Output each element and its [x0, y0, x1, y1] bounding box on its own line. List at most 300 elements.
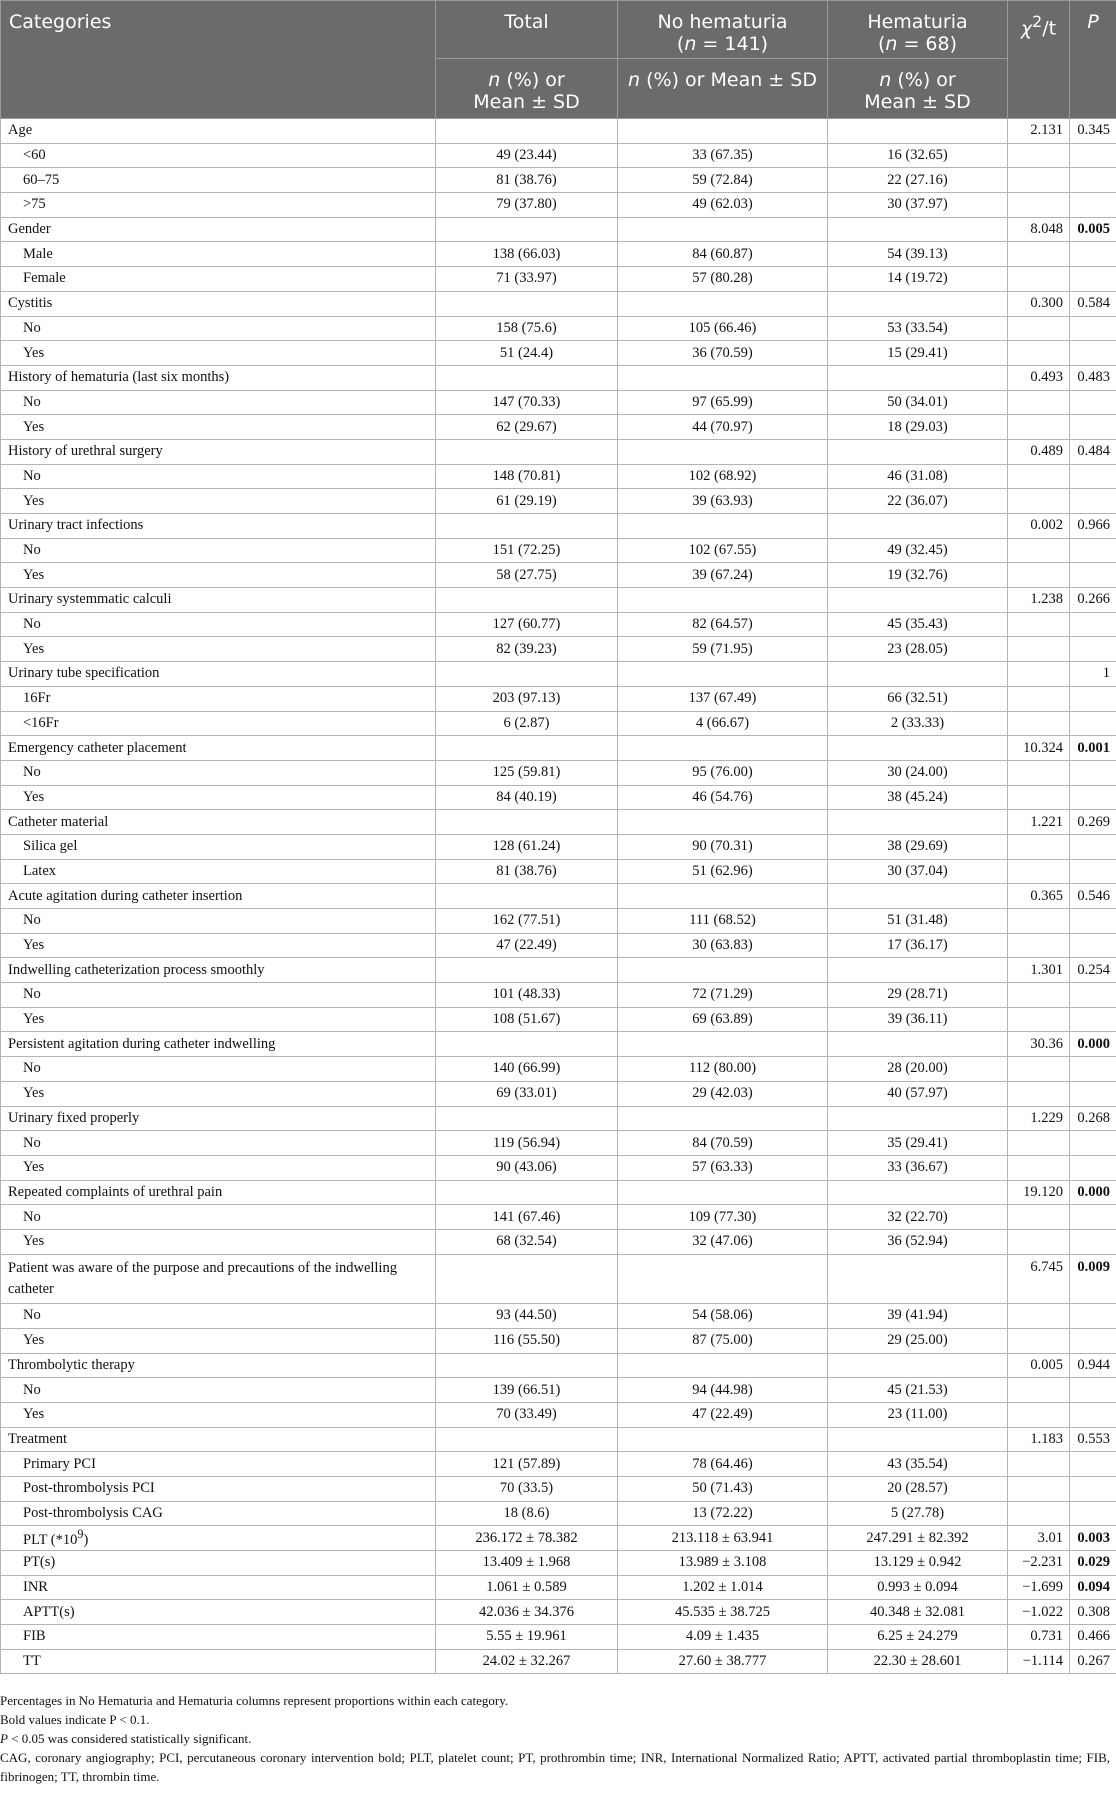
- cell-statistic: [1008, 662, 1070, 687]
- table-row: [1, 736, 1116, 761]
- header-no-hematuria-title: No hematuria: [657, 11, 788, 33]
- table-row: [1, 1155, 1116, 1180]
- cell-total: 62 (29.67): [436, 415, 618, 440]
- cell-p-value: 0.268: [1070, 1106, 1116, 1131]
- cell-statistic: 0.002: [1008, 514, 1070, 539]
- cell-total: 121 (57.89): [436, 1452, 618, 1477]
- cell-statistic: [1008, 1476, 1070, 1501]
- cell-statistic: [1008, 834, 1070, 859]
- row-label: INR: [1, 1575, 436, 1600]
- cell-total: 13.409 ± 1.968: [436, 1551, 618, 1576]
- cell-statistic: 0.731: [1008, 1625, 1070, 1650]
- cell-no-hematuria: 213.118 ± 63.941: [618, 1526, 828, 1551]
- cell-no-hematuria: [618, 884, 828, 909]
- cell-no-hematuria: 94 (44.98): [618, 1378, 828, 1403]
- cell-hematuria: 40.348 ± 32.081: [828, 1600, 1008, 1625]
- header-statistic: [1008, 1, 1070, 119]
- cell-no-hematuria: [618, 119, 828, 144]
- cell-total: 81 (38.76): [436, 859, 618, 884]
- cell-no-hematuria: 39 (63.93): [618, 489, 828, 514]
- table-row: [1, 1304, 1116, 1329]
- row-label: No: [1, 983, 436, 1008]
- cell-statistic: [1008, 1378, 1070, 1403]
- cell-statistic: [1008, 489, 1070, 514]
- cell-no-hematuria: 90 (70.31): [618, 834, 828, 859]
- cell-statistic: 19.120: [1008, 1180, 1070, 1205]
- cell-p-value: [1070, 1476, 1116, 1501]
- cell-hematuria: [828, 217, 1008, 242]
- cell-no-hematuria: 84 (60.87): [618, 242, 828, 267]
- row-label: No: [1, 1131, 436, 1156]
- row-label: Yes: [1, 489, 436, 514]
- cell-no-hematuria: 59 (71.95): [618, 637, 828, 662]
- cell-statistic: [1008, 1057, 1070, 1082]
- cell-p-value: 0.345: [1070, 119, 1116, 144]
- table-row: [1, 958, 1116, 983]
- cell-total: 101 (48.33): [436, 983, 618, 1008]
- table-row: [1, 711, 1116, 736]
- subheader-hem-n: n: [879, 69, 892, 91]
- table-row: [1, 1254, 1116, 1304]
- cell-statistic: [1008, 933, 1070, 958]
- cell-total: [436, 1254, 618, 1304]
- cell-no-hematuria: [618, 1254, 828, 1304]
- cell-no-hematuria: 84 (70.59): [618, 1131, 828, 1156]
- cell-statistic: [1008, 267, 1070, 292]
- cell-statistic: 8.048: [1008, 217, 1070, 242]
- cell-hematuria: [828, 588, 1008, 613]
- cell-no-hematuria: 27.60 ± 38.777: [618, 1649, 828, 1674]
- cell-no-hematuria: 112 (80.00): [618, 1057, 828, 1082]
- cell-statistic: −1.022: [1008, 1600, 1070, 1625]
- row-label: Yes: [1, 1155, 436, 1180]
- cell-statistic: [1008, 316, 1070, 341]
- cell-p-value: 0.267: [1070, 1649, 1116, 1674]
- cell-statistic: [1008, 168, 1070, 193]
- cell-total: [436, 810, 618, 835]
- row-label: Post-thrombolysis CAG: [1, 1501, 436, 1526]
- cell-hematuria: [828, 1032, 1008, 1057]
- cell-statistic: [1008, 143, 1070, 168]
- table-row: [1, 1476, 1116, 1501]
- cell-no-hematuria: 54 (58.06): [618, 1304, 828, 1329]
- header-stat-base: χ: [1020, 17, 1033, 40]
- cell-hematuria: 43 (35.54): [828, 1452, 1008, 1477]
- cell-statistic: 1.301: [1008, 958, 1070, 983]
- table-row: [1, 1328, 1116, 1353]
- table-row: [1, 637, 1116, 662]
- cell-hematuria: 23 (28.05): [828, 637, 1008, 662]
- cell-p-value: 0.308: [1070, 1600, 1116, 1625]
- cell-hematuria: 2 (33.33): [828, 711, 1008, 736]
- cell-p-value: [1070, 1304, 1116, 1329]
- cell-statistic: [1008, 785, 1070, 810]
- row-label: [1, 1526, 436, 1551]
- cell-hematuria: 22 (36.07): [828, 489, 1008, 514]
- cell-total: 148 (70.81): [436, 464, 618, 489]
- table-row: [1, 662, 1116, 687]
- table-row: [1, 316, 1116, 341]
- cell-no-hematuria: 50 (71.43): [618, 1476, 828, 1501]
- table-row: [1, 119, 1116, 144]
- cell-hematuria: 20 (28.57): [828, 1476, 1008, 1501]
- cell-statistic: 6.745: [1008, 1254, 1070, 1304]
- table-row: [1, 563, 1116, 588]
- table-row: [1, 884, 1116, 909]
- cell-statistic: [1008, 242, 1070, 267]
- cell-p-value: [1070, 267, 1116, 292]
- cell-p-value: [1070, 1501, 1116, 1526]
- row-label: TT: [1, 1649, 436, 1674]
- cell-no-hematuria: [618, 810, 828, 835]
- table-row: [1, 291, 1116, 316]
- cell-no-hematuria: [618, 958, 828, 983]
- cell-p-value: 0.001: [1070, 736, 1116, 761]
- cell-total: [436, 958, 618, 983]
- cell-no-hematuria: 82 (64.57): [618, 612, 828, 637]
- footnote-percentages: Percentages in No Hematuria and Hematuria columns represent proportions within each category.: [0, 1693, 509, 1708]
- row-label: Yes: [1, 637, 436, 662]
- cell-p-value: 0.009: [1070, 1254, 1116, 1304]
- cell-p-value: [1070, 760, 1116, 785]
- cell-statistic: −1.699: [1008, 1575, 1070, 1600]
- cell-no-hematuria: [618, 736, 828, 761]
- row-label: 60–75: [1, 168, 436, 193]
- cell-no-hematuria: 102 (67.55): [618, 538, 828, 563]
- cell-no-hematuria: 59 (72.84): [618, 168, 828, 193]
- cell-no-hematuria: 29 (42.03): [618, 1081, 828, 1106]
- table-row: [1, 810, 1116, 835]
- footnote-significance: [0, 1729, 1110, 1748]
- header-categories: Categories: [1, 1, 436, 119]
- cell-hematuria: [828, 1353, 1008, 1378]
- table-row: [1, 1378, 1116, 1403]
- cell-hematuria: [828, 958, 1008, 983]
- cell-hematuria: 28 (20.00): [828, 1057, 1008, 1082]
- cell-no-hematuria: 87 (75.00): [618, 1328, 828, 1353]
- cell-total: 1.061 ± 0.589: [436, 1575, 618, 1600]
- cell-statistic: 2.131: [1008, 119, 1070, 144]
- cell-statistic: 0.493: [1008, 365, 1070, 390]
- cell-hematuria: 18 (29.03): [828, 415, 1008, 440]
- row-label-superscript: 9: [77, 1527, 84, 1542]
- cell-p-value: 0.029: [1070, 1551, 1116, 1576]
- cell-statistic: [1008, 711, 1070, 736]
- cell-no-hematuria: [618, 588, 828, 613]
- cell-hematuria: 5 (27.78): [828, 1501, 1008, 1526]
- cell-no-hematuria: 57 (80.28): [618, 267, 828, 292]
- cell-p-value: 0.466: [1070, 1625, 1116, 1650]
- cell-p-value: [1070, 909, 1116, 934]
- table-row: [1, 933, 1116, 958]
- row-label: No: [1, 1205, 436, 1230]
- subheader-hematuria: [828, 59, 1008, 119]
- table-row: [1, 1205, 1116, 1230]
- header-p-value: [1070, 1, 1116, 119]
- cell-no-hematuria: 57 (63.33): [618, 1155, 828, 1180]
- cell-statistic: 1.221: [1008, 810, 1070, 835]
- cell-no-hematuria: 69 (63.89): [618, 1007, 828, 1032]
- cell-p-value: 0.000: [1070, 1032, 1116, 1057]
- row-label: Cystitis: [1, 291, 436, 316]
- cell-no-hematuria: 32 (47.06): [618, 1229, 828, 1254]
- cell-no-hematuria: [618, 1427, 828, 1452]
- cell-statistic: [1008, 1304, 1070, 1329]
- row-label: <60: [1, 143, 436, 168]
- row-label: Indwelling catheterization process smoothly: [1, 958, 436, 983]
- table-row: [1, 909, 1116, 934]
- cell-total: 49 (23.44): [436, 143, 618, 168]
- cell-no-hematuria: 1.202 ± 1.014: [618, 1575, 828, 1600]
- cell-total: 70 (33.49): [436, 1402, 618, 1427]
- table-row: [1, 1081, 1116, 1106]
- row-label: APTT(s): [1, 1600, 436, 1625]
- header-total: Total: [436, 1, 618, 59]
- cell-total: 116 (55.50): [436, 1328, 618, 1353]
- subheader-no-rest: (%) or Mean ± SD: [640, 69, 817, 91]
- cell-p-value: [1070, 612, 1116, 637]
- cell-no-hematuria: 33 (67.35): [618, 143, 828, 168]
- cell-no-hematuria: 4 (66.67): [618, 711, 828, 736]
- cell-statistic: [1008, 612, 1070, 637]
- cell-p-value: [1070, 1155, 1116, 1180]
- table-row: [1, 1551, 1116, 1576]
- cell-no-hematuria: 44 (70.97): [618, 415, 828, 440]
- cell-hematuria: 51 (31.48): [828, 909, 1008, 934]
- cell-p-value: [1070, 1452, 1116, 1477]
- cell-p-value: [1070, 1057, 1116, 1082]
- subheader-total-line2: Mean ± SD: [473, 91, 580, 113]
- cell-statistic: 30.36: [1008, 1032, 1070, 1057]
- cell-hematuria: 30 (37.97): [828, 193, 1008, 218]
- cell-total: [436, 514, 618, 539]
- row-label: Yes: [1, 341, 436, 366]
- cell-total: [436, 662, 618, 687]
- header-no-hematuria-n-label: n: [684, 33, 697, 55]
- row-label: Post-thrombolysis PCI: [1, 1476, 436, 1501]
- cell-no-hematuria: [618, 1106, 828, 1131]
- cell-statistic: [1008, 538, 1070, 563]
- row-label: Male: [1, 242, 436, 267]
- row-label: No: [1, 316, 436, 341]
- table-row: [1, 538, 1116, 563]
- cell-total: 24.02 ± 32.267: [436, 1649, 618, 1674]
- table-row: [1, 267, 1116, 292]
- footnote-significance-text: < 0.05 was considered statistically significant.: [7, 1731, 252, 1746]
- cell-total: 68 (32.54): [436, 1229, 618, 1254]
- table-row: [1, 514, 1116, 539]
- cell-total: 138 (66.03): [436, 242, 618, 267]
- row-label: Urinary tract infections: [1, 514, 436, 539]
- cell-p-value: 0.966: [1070, 514, 1116, 539]
- cell-hematuria: 29 (25.00): [828, 1328, 1008, 1353]
- cell-hematuria: 45 (35.43): [828, 612, 1008, 637]
- cell-hematuria: [828, 439, 1008, 464]
- table-row: [1, 341, 1116, 366]
- table-row: [1, 1032, 1116, 1057]
- row-label: No: [1, 1057, 436, 1082]
- row-label: Yes: [1, 785, 436, 810]
- cell-no-hematuria: 49 (62.03): [618, 193, 828, 218]
- row-label: Yes: [1, 1081, 436, 1106]
- cell-statistic: [1008, 1328, 1070, 1353]
- cell-hematuria: 39 (41.94): [828, 1304, 1008, 1329]
- cell-total: 58 (27.75): [436, 563, 618, 588]
- table-row: [1, 834, 1116, 859]
- cell-total: [436, 1427, 618, 1452]
- cell-total: [436, 217, 618, 242]
- cell-no-hematuria: 105 (66.46): [618, 316, 828, 341]
- cell-statistic: [1008, 415, 1070, 440]
- row-label: 16Fr: [1, 686, 436, 711]
- cell-hematuria: 19 (32.76): [828, 563, 1008, 588]
- cell-no-hematuria: 4.09 ± 1.435: [618, 1625, 828, 1650]
- cell-p-value: [1070, 983, 1116, 1008]
- cell-hematuria: 15 (29.41): [828, 341, 1008, 366]
- cell-statistic: [1008, 1402, 1070, 1427]
- cell-total: 127 (60.77): [436, 612, 618, 637]
- cell-total: 61 (29.19): [436, 489, 618, 514]
- cell-no-hematuria: [618, 365, 828, 390]
- row-label: <16Fr: [1, 711, 436, 736]
- cell-p-value: 0.944: [1070, 1353, 1116, 1378]
- cell-statistic: [1008, 686, 1070, 711]
- cell-p-value: [1070, 563, 1116, 588]
- cell-p-value: 0.484: [1070, 439, 1116, 464]
- cell-p-value: 0.003: [1070, 1526, 1116, 1551]
- cell-total: 151 (72.25): [436, 538, 618, 563]
- table-row: [1, 464, 1116, 489]
- table-row: [1, 1180, 1116, 1205]
- cell-hematuria: 53 (33.54): [828, 316, 1008, 341]
- table-header: [1, 1, 1116, 119]
- row-label: No: [1, 538, 436, 563]
- cell-no-hematuria: 95 (76.00): [618, 760, 828, 785]
- cell-total: 90 (43.06): [436, 1155, 618, 1180]
- cell-p-value: [1070, 1378, 1116, 1403]
- table-row: [1, 489, 1116, 514]
- cell-total: 81 (38.76): [436, 168, 618, 193]
- row-label: FIB: [1, 1625, 436, 1650]
- cell-no-hematuria: [618, 1180, 828, 1205]
- cell-total: [436, 736, 618, 761]
- table-row: [1, 1353, 1116, 1378]
- cell-no-hematuria: 39 (67.24): [618, 563, 828, 588]
- subheader-no-n: n: [628, 69, 641, 91]
- cell-hematuria: 22 (27.16): [828, 168, 1008, 193]
- row-label: Yes: [1, 415, 436, 440]
- cell-total: 203 (97.13): [436, 686, 618, 711]
- cell-statistic: [1008, 760, 1070, 785]
- table-row: [1, 143, 1116, 168]
- cell-total: 79 (37.80): [436, 193, 618, 218]
- table-row: [1, 390, 1116, 415]
- cell-p-value: 0.546: [1070, 884, 1116, 909]
- cell-total: 125 (59.81): [436, 760, 618, 785]
- cell-p-value: [1070, 859, 1116, 884]
- cell-total: [436, 365, 618, 390]
- cell-hematuria: 54 (39.13): [828, 242, 1008, 267]
- cell-hematuria: 33 (36.67): [828, 1155, 1008, 1180]
- table-row: [1, 859, 1116, 884]
- header-hematuria-title: Hematuria: [867, 11, 968, 33]
- cell-p-value: [1070, 933, 1116, 958]
- cell-hematuria: 32 (22.70): [828, 1205, 1008, 1230]
- cell-statistic: 0.365: [1008, 884, 1070, 909]
- cell-p-value: [1070, 1131, 1116, 1156]
- cell-p-value: 0.553: [1070, 1427, 1116, 1452]
- cell-total: 47 (22.49): [436, 933, 618, 958]
- row-label: Patient was aware of the purpose and precautions of the indwelling catheter: [1, 1254, 436, 1304]
- row-label: No: [1, 1378, 436, 1403]
- cell-p-value: [1070, 242, 1116, 267]
- cell-hematuria: 30 (37.04): [828, 859, 1008, 884]
- cell-no-hematuria: 137 (67.49): [618, 686, 828, 711]
- cell-hematuria: [828, 1254, 1008, 1304]
- cell-statistic: [1008, 1501, 1070, 1526]
- cell-total: 42.036 ± 34.376: [436, 1600, 618, 1625]
- cell-total: [436, 588, 618, 613]
- cell-p-value: [1070, 1007, 1116, 1032]
- cell-total: 108 (51.67): [436, 1007, 618, 1032]
- cell-total: 18 (8.6): [436, 1501, 618, 1526]
- row-label: Emergency catheter placement: [1, 736, 436, 761]
- table-row: [1, 365, 1116, 390]
- cell-total: 128 (61.24): [436, 834, 618, 859]
- cell-total: [436, 291, 618, 316]
- subheader-hem-rest: (%) or: [891, 69, 956, 91]
- cell-no-hematuria: 97 (65.99): [618, 390, 828, 415]
- cell-hematuria: 23 (11.00): [828, 1402, 1008, 1427]
- cell-no-hematuria: 72 (71.29): [618, 983, 828, 1008]
- cell-p-value: [1070, 834, 1116, 859]
- cell-total: 141 (67.46): [436, 1205, 618, 1230]
- cell-p-value: [1070, 489, 1116, 514]
- cell-total: 147 (70.33): [436, 390, 618, 415]
- row-label: Female: [1, 267, 436, 292]
- table-body: [1, 119, 1116, 1674]
- table-row: [1, 1501, 1116, 1526]
- cell-p-value: [1070, 341, 1116, 366]
- cell-no-hematuria: 13.989 ± 3.108: [618, 1551, 828, 1576]
- header-hematuria-n-label: n: [885, 33, 898, 55]
- table-row: [1, 193, 1116, 218]
- cell-hematuria: [828, 736, 1008, 761]
- cell-p-value: [1070, 686, 1116, 711]
- cell-statistic: [1008, 1155, 1070, 1180]
- table-row: [1, 1526, 1116, 1551]
- cell-statistic: 10.324: [1008, 736, 1070, 761]
- subheader-total-n: n: [488, 69, 501, 91]
- cell-p-value: 0.266: [1070, 588, 1116, 613]
- cell-hematuria: [828, 291, 1008, 316]
- cell-no-hematuria: 13 (72.22): [618, 1501, 828, 1526]
- subheader-hem-line2: Mean ± SD: [864, 91, 971, 113]
- cell-no-hematuria: 78 (64.46): [618, 1452, 828, 1477]
- cell-p-value: 0.005: [1070, 217, 1116, 242]
- cell-statistic: [1008, 193, 1070, 218]
- cell-p-value: [1070, 143, 1116, 168]
- row-label: Yes: [1, 1402, 436, 1427]
- row-label: Yes: [1, 563, 436, 588]
- header-hematuria: Hematuria (n = 68): [828, 1, 1008, 59]
- cell-p-value: [1070, 785, 1116, 810]
- cell-statistic: −2.231: [1008, 1551, 1070, 1576]
- cell-no-hematuria: [618, 217, 828, 242]
- row-label: Silica gel: [1, 834, 436, 859]
- cell-statistic: 0.300: [1008, 291, 1070, 316]
- cell-no-hematuria: 111 (68.52): [618, 909, 828, 934]
